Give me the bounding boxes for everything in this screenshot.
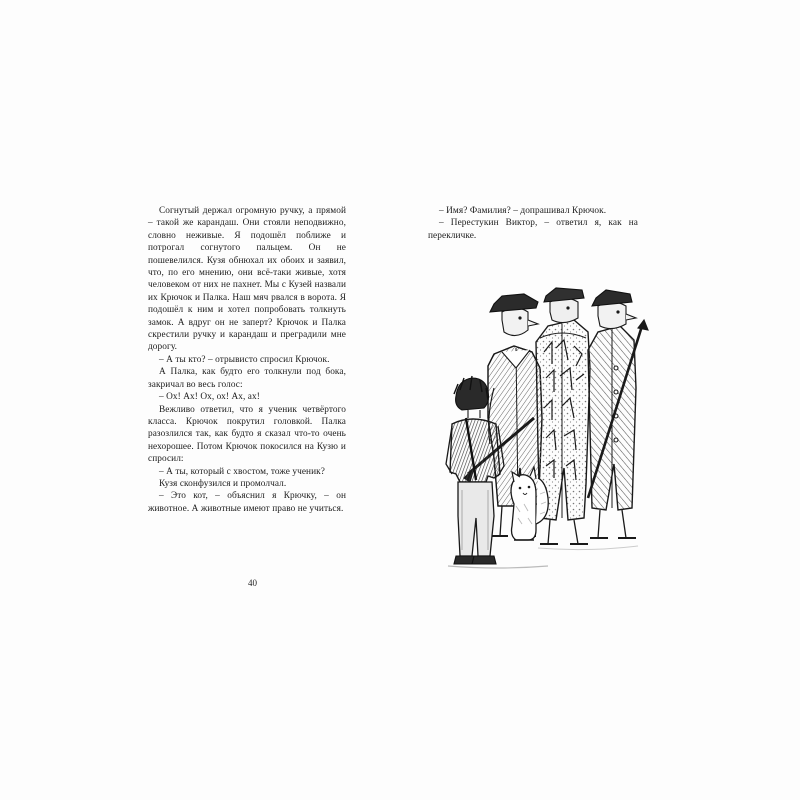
paragraph: – Имя? Фамилия? – допрашивал Крючок. (439, 206, 607, 216)
paragraph: – Ох! Ах! Ох, ох! Ах, ах! (159, 392, 260, 403)
paragraph: Вежливо ответил, что я ученик четвёртого класса. Крючок покрутил головкой. Палка разозлился так, как будто я сказал что-то очень нехорошее. Потом Крючок покосился на Кузю и спросил: (148, 404, 346, 465)
paragraph: Согнутый держал огромную ручку, а прямой – такой же карандаш. Они стояли неподвижно, словно неживые. Я подошёл поближе и потрогал согнутого пальцем. Он не пошевелился. Кузя обнюхал их обоих и заявил, что, по его мнению, они всё-таки живые, хотя человеком от них не пахнет. Мы с Кузей назвали их Крючок и Палка. Наш мяч рвался в ворота. Я подошёл к ним и хотел попробовать толкнуть замок. А вдруг он не заперт? Крючок и Палка скрестили ручку и карандаш и преградили мне дорогу. (148, 206, 346, 353)
paragraph: Кузя сконфузился и промолчал. (159, 478, 287, 489)
right-page-text-column (428, 205, 638, 242)
paragraph: – А ты, который с хвостом, тоже ученик? (159, 466, 325, 477)
page-number: 40 (248, 578, 257, 588)
paragraph: – Перестукин Виктор, – ответил я, как на перекличке. (428, 218, 638, 241)
left-page-text-column (148, 205, 346, 515)
paragraph: А Палка, как будто его толкнули под бока, закричал во весь голос: (148, 367, 346, 390)
paragraph: – Это кот, – объяснил я Крючку, – он животное. А животные имеют право не учиться. (148, 491, 346, 514)
boy-cat-and-two-guards-icon (428, 268, 650, 578)
paragraph: – А ты кто? – отрывисто спросил Крючок. (159, 354, 330, 365)
